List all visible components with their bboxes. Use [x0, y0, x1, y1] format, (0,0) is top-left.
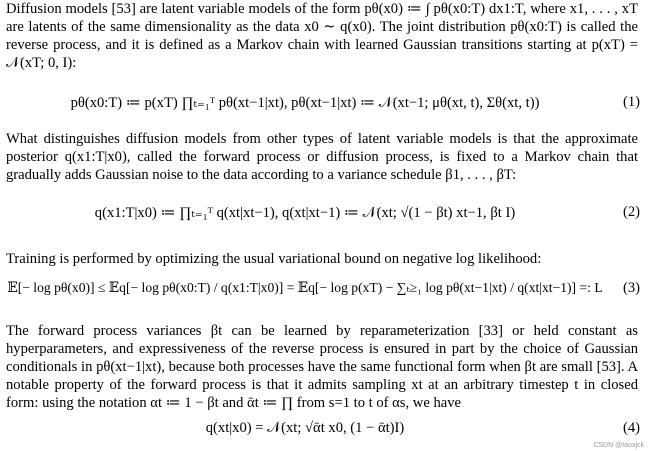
equation-3-body: 𝔼[− log pθ(x0)] ≤ 𝔼q[− log pθ(x0:T) / q(x1:T|x0)] = 𝔼q[− log p(xT) − ∑ₜ≥₁ log pθ(xt−1|xt) / q(xt|xt−1)] =: L: [7, 280, 603, 295]
equation-1: [0, 94, 650, 120]
equation-3-number: (3): [622, 280, 640, 296]
watermark: CSDN @taoxjck: [593, 442, 644, 449]
paragraph-training: Training is performed by optimizing the usual variational bound on negative log likelihood:: [6, 251, 542, 267]
equation-4: [0, 420, 650, 446]
equation-4-number: (4): [622, 420, 640, 436]
paragraph-variances: The forward process variances βt can be learned by reparameterization [33] or held constant as hyperparameters, and expressiveness of the reverse process is ensured in part by the choice of Gaussian conditionals in pθ(xt−1|xt), because both processes have the same functional form when βt are small [53]. A notable property of the forward process is that it admits sampling xt at an arbitrary timestep t in closed form: using the notation αt ≔ 1 − βt and ᾱt ≔ ∏ from s=1 to t of αs, we have: [6, 323, 638, 411]
paragraph-intro: Diffusion models [53] are latent variable models of the form pθ(x0) ≔ ∫ pθ(x0:T) dx1:T, where x1, . . . , xT are latents of the same dimensionality as the data x0 ∼ q(x0). The joint distribution pθ(x0:T) is called the reverse process, and it is defined as a Markov chain with learned Gaussian transitions starting at p(xT) = 𝒩(xT; 0, I):: [6, 1, 638, 71]
paragraph-forward-process: What distinguishes diffusion models from other types of latent variable models is that the approximate posterior q(x1:T|x0), called the forward process or diffusion process, is fixed to a Markov chain that gradually adds Gaussian noise to the data according to a variance schedule β1, . . . , βT:: [6, 131, 638, 183]
equation-2-number: (2): [622, 204, 640, 220]
equation-1-body: pθ(x0:T) ≔ p(xT) ∏ₜ₌₁ᵀ pθ(xt−1|xt), pθ(xt−1|xt) ≔ 𝒩(xt−1; μθ(xt, t), Σθ(xt, t)): [70, 95, 540, 111]
equation-3: [0, 274, 650, 308]
equation-1-number: (1): [622, 94, 640, 110]
equation-2: [0, 204, 650, 230]
equation-2-body: q(x1:T|x0) ≔ ∏ₜ₌₁ᵀ q(xt|xt−1), q(xt|xt−1) ≔ 𝒩(xt; √(1 − βt) xt−1, βt I): [94, 205, 516, 221]
equation-4-body: q(xt|x0) = 𝒩(xt; √ᾱt x0, (1 − ᾱt)I): [205, 420, 405, 436]
